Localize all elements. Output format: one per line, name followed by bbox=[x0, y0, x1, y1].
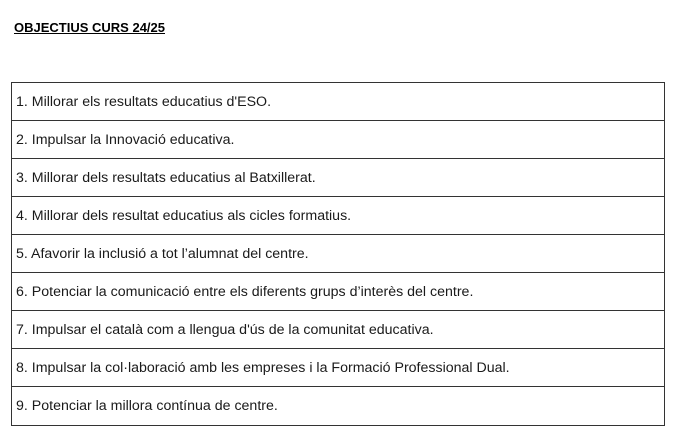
objectives-table bbox=[11, 82, 665, 426]
table-row bbox=[12, 121, 665, 159]
table-row bbox=[12, 159, 665, 197]
objective-cell: 8. Impulsar la col·laboració amb les empreses i la Formació Professional Dual. bbox=[12, 349, 665, 387]
objective-cell: 1. Millorar els resultats educatius d'ESO. bbox=[12, 83, 665, 121]
objective-cell: 6. Potenciar la comunicació entre els diferents grups d’interès del centre. bbox=[12, 273, 665, 311]
table-row bbox=[12, 387, 665, 426]
table-row bbox=[12, 349, 665, 387]
objective-cell: 7. Impulsar el català com a llengua d'ús de la comunitat educativa. bbox=[12, 311, 665, 349]
table-row bbox=[12, 197, 665, 235]
objective-cell: 9. Potenciar la millora contínua de centre. bbox=[12, 387, 665, 426]
objective-cell: 5. Afavorir la inclusió a tot l’alumnat del centre. bbox=[12, 235, 665, 273]
table-row bbox=[12, 83, 665, 121]
table-row bbox=[12, 235, 665, 273]
table-row bbox=[12, 273, 665, 311]
objective-cell: 2. Impulsar la Innovació educativa. bbox=[12, 121, 665, 159]
objective-cell: 3. Millorar dels resultats educatius al Batxillerat. bbox=[12, 159, 665, 197]
objective-cell: 4. Millorar dels resultat educatius als cicles formatius. bbox=[12, 197, 665, 235]
document-title: OBJECTIUS CURS 24/25 bbox=[14, 20, 165, 35]
table-row bbox=[12, 311, 665, 349]
